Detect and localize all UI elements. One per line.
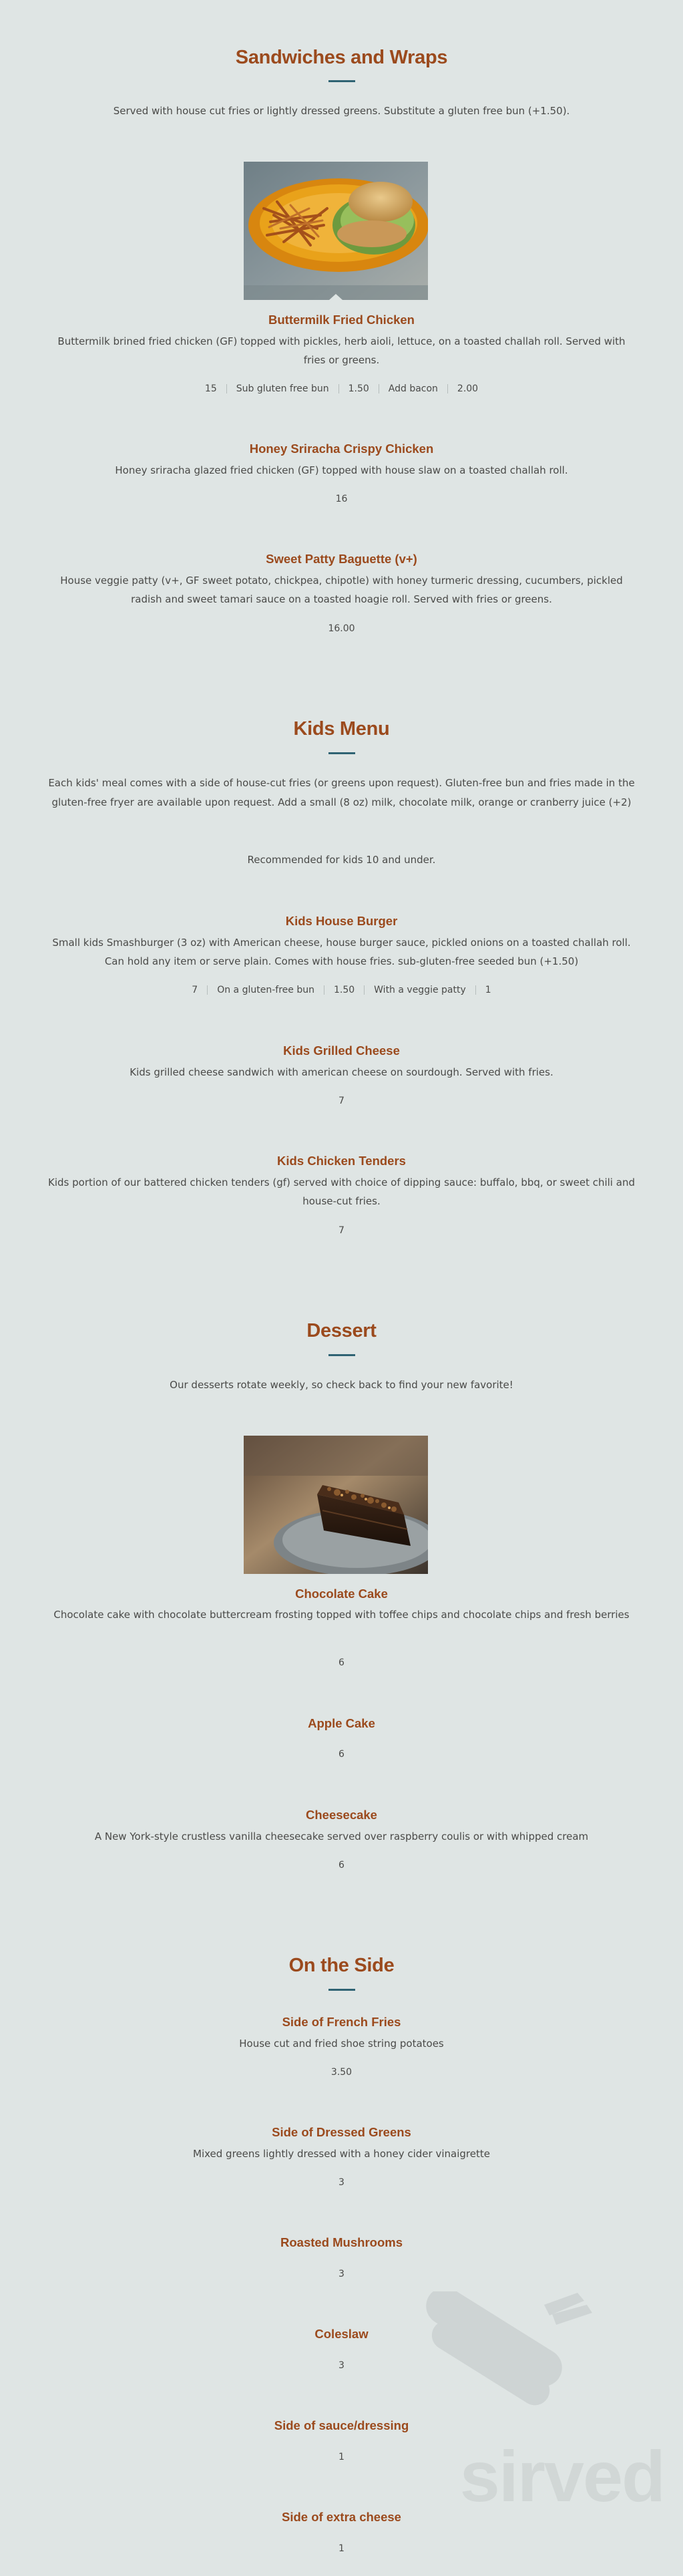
item-price: 3.50 bbox=[330, 2067, 353, 2078]
item-title: Kids Chicken Tenders bbox=[277, 1154, 406, 1168]
item-title: Side of Dressed Greens bbox=[272, 2125, 411, 2139]
item-price-row bbox=[0, 985, 683, 995]
item-price: 6 bbox=[338, 1749, 345, 1760]
item-price: 1 bbox=[338, 2452, 345, 2462]
section-divider bbox=[328, 1354, 355, 1356]
section-description: Served with house cut fries or lightly dressed greens. Substitute a gluten free bun (+1.50). bbox=[113, 105, 570, 117]
item-description: A New York-style crustless vanilla cheesecake served over raspberry coulis or with whipped cream bbox=[94, 1830, 589, 1842]
option-label: With a veggie patty bbox=[374, 985, 466, 995]
item-price: 15 bbox=[204, 383, 217, 394]
watermark-text: sirved bbox=[459, 2436, 664, 2517]
section-note: Recommended for kids 10 and under. bbox=[247, 854, 436, 866]
item-description: Kids portion of our battered chicken tenders (gf) served with choice of dipping sauce: buffalo, bbq, or sweet chili and house-cut fries. bbox=[48, 1176, 635, 1207]
option-label: Sub gluten free bun bbox=[236, 383, 329, 394]
item-price: 7 bbox=[338, 1096, 345, 1106]
section-divider bbox=[328, 752, 355, 754]
item-price: 7 bbox=[192, 985, 198, 995]
section-divider bbox=[328, 80, 355, 82]
option-label: On a gluten-free bun bbox=[217, 985, 314, 995]
section-title-dessert: Dessert bbox=[306, 1320, 377, 1341]
item-description: Kids grilled cheese sandwich with american cheese on sourdough. Served with fries. bbox=[130, 1066, 553, 1078]
item-title: Side of sauce/dressing bbox=[274, 2418, 409, 2432]
item-description: Chocolate cake with chocolate buttercream frosting topped with toffee chips and chocolate chips and fresh berries bbox=[53, 1609, 630, 1621]
item-price: 6 bbox=[338, 1860, 345, 1871]
item-title: Cheesecake bbox=[306, 1808, 377, 1822]
item-title: Kids House Burger bbox=[285, 914, 398, 928]
item-title: Side of extra cheese bbox=[282, 2510, 401, 2524]
item-title: Honey Sriracha Crispy Chicken bbox=[249, 442, 434, 456]
item-price: 3 bbox=[338, 2360, 345, 2371]
option-label: Add bacon bbox=[388, 383, 438, 394]
item-price: 6 bbox=[338, 1657, 345, 1668]
sirved-watermark bbox=[377, 2291, 664, 2519]
item-description: Mixed greens lightly dressed with a honey cider vinaigrette bbox=[193, 2148, 490, 2160]
item-price: 7 bbox=[338, 1225, 345, 1236]
section-divider bbox=[328, 1989, 355, 1991]
item-price: 3 bbox=[338, 2177, 345, 2188]
item-title: Kids Grilled Cheese bbox=[283, 1043, 400, 1058]
section-description: Our desserts rotate weekly, so check back to find your new favorite! bbox=[170, 1379, 513, 1391]
item-price: 16.00 bbox=[328, 623, 355, 634]
option-price: 1.50 bbox=[333, 985, 355, 995]
photo-pointer bbox=[329, 294, 343, 300]
item-title: Sweet Patty Baguette (v+) bbox=[266, 552, 417, 566]
item-price: 1 bbox=[338, 2543, 345, 2554]
item-title: Apple Cake bbox=[308, 1716, 375, 1730]
item-title: Buttermilk Fried Chicken bbox=[268, 313, 415, 327]
item-title: Side of French Fries bbox=[282, 2015, 401, 2029]
item-title: Coleslaw bbox=[314, 2327, 369, 2341]
section-description: Each kids' meal comes with a side of house-cut fries (or greens upon request). Gluten-free bun and fries made in the gluten-free fryer are available upon request. Add a small (8 oz) milk, chocolate milk, orange or cranberry juice (+2) bbox=[48, 777, 635, 808]
item-price: 3 bbox=[338, 2269, 345, 2279]
item-title: Roasted Mushrooms bbox=[280, 2235, 403, 2249]
section-title-sides: On the Side bbox=[288, 1955, 395, 1976]
option-price: 2.00 bbox=[457, 383, 479, 394]
item-description: Small kids Smashburger (3 oz) with American cheese, house burger sauce, pickled onions on a toasted challah roll. Can hold any item or serve plain. Comes with house fries. sub-gluten-free seeded bun (+1.50) bbox=[52, 937, 631, 967]
item-description: House cut and fried shoe string potatoes bbox=[239, 2038, 444, 2050]
section-title-sandwiches: Sandwiches and Wraps bbox=[235, 47, 448, 68]
option-price: 1.50 bbox=[348, 383, 369, 394]
option-price: 1 bbox=[485, 985, 491, 995]
item-price-row bbox=[0, 383, 683, 394]
item-description: Honey sriracha glazed fried chicken (GF) topped with house slaw on a toasted challah roll. bbox=[115, 464, 568, 476]
item-price: 16 bbox=[335, 494, 348, 504]
buttermilk-fried-chicken-photo bbox=[244, 162, 428, 300]
item-title: Chocolate Cake bbox=[295, 1587, 388, 1601]
chocolate-cake-photo bbox=[244, 1436, 428, 1574]
section-title-kids: Kids Menu bbox=[293, 718, 390, 740]
item-description: House veggie patty (v+, GF sweet potato, chickpea, chipotle) with honey turmeric dressing, cucumbers, pickled radish and sweet tamari sauce on a toasted hoagie roll. Served with fries or greens. bbox=[60, 575, 623, 605]
item-description: Buttermilk brined fried chicken (GF) topped with pickles, herb aioli, lettuce, on a toasted challah roll. Served with fries or greens. bbox=[57, 335, 626, 366]
